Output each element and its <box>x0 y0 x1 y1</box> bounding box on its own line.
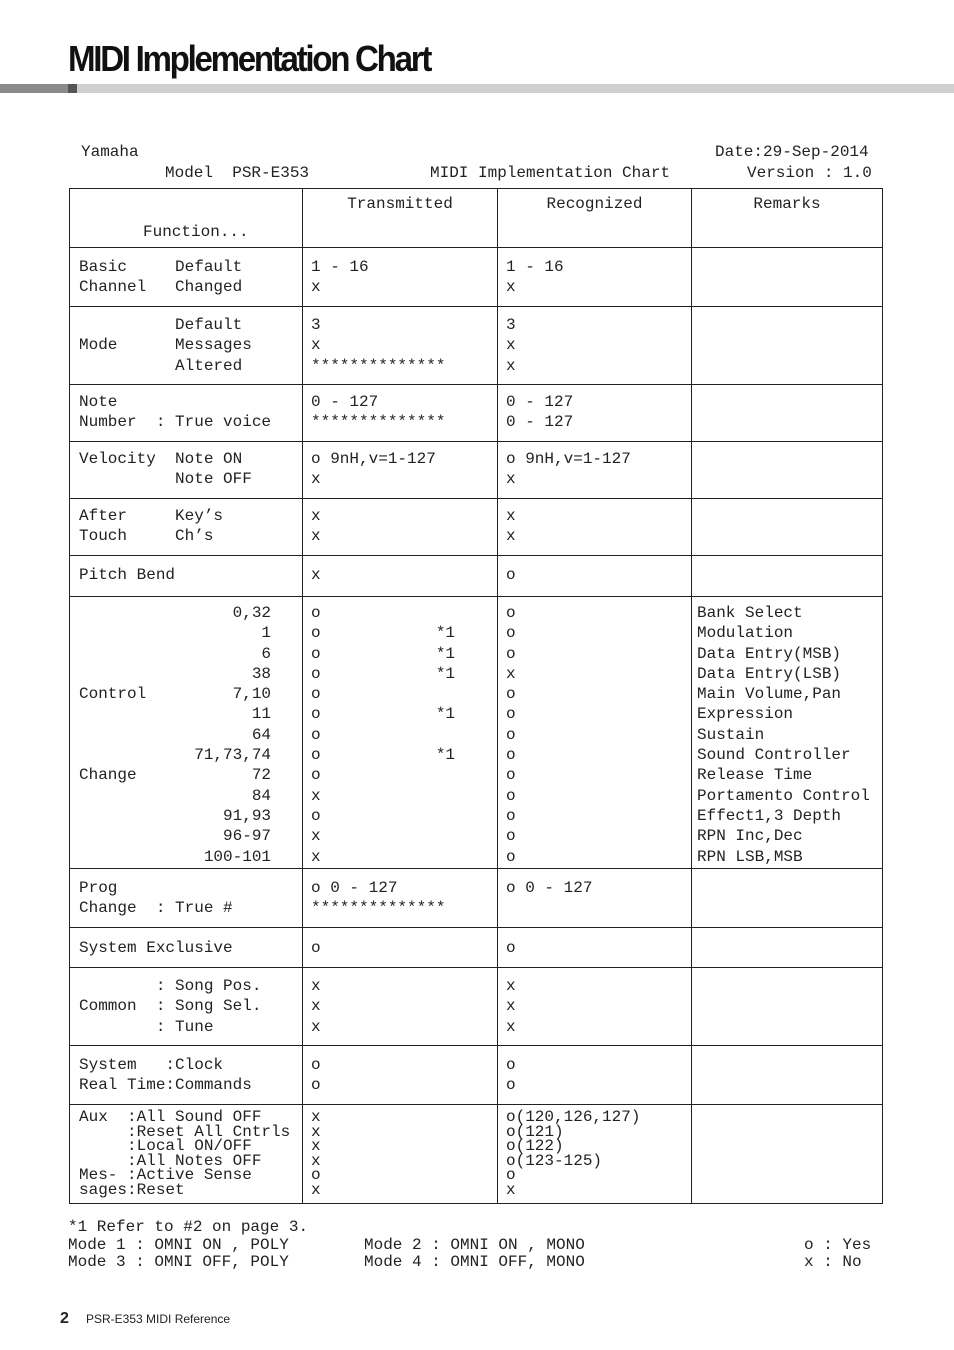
yes-legend: o : Yes <box>804 1236 872 1254</box>
row-divider <box>70 868 882 869</box>
manufacturer: Yamaha <box>81 143 139 161</box>
row-divider <box>70 555 882 556</box>
common-function: : Song Pos. Common : Song Sel. : Tune <box>79 977 262 1036</box>
after-touch-recognized: x x <box>506 507 516 546</box>
aux-messages-recognized: o(120,126,127) o(121) o(122) o(123-125) o x <box>506 1108 641 1199</box>
aux-messages-function: Aux :All Sound OFF :Reset All Cntrls :Local ON/OFF :All Notes OFF Mes- :Active Sense sages:Reset <box>79 1108 291 1199</box>
row-divider <box>70 441 882 442</box>
control-change-recognized: o o o x o o o o o o o o o <box>506 604 516 866</box>
system-real-time-recognized: o o <box>506 1056 516 1095</box>
mode-1-legend: Mode 1 : OMNI ON , POLY <box>68 1236 289 1254</box>
column-header-function: Function... <box>143 223 249 241</box>
velocity-function: Velocity Note ON Note OFF <box>79 450 252 489</box>
header-rule <box>0 84 954 93</box>
note-number-function: Note Number : True voice <box>79 393 272 432</box>
control-change-transmitted: o o *1 o *1 o *1 o o *1 o o *1 o x o x x <box>311 604 456 866</box>
system-exclusive-transmitted: o <box>311 939 321 957</box>
column-divider <box>691 189 692 1203</box>
chart-date: Date:29-Sep-2014 <box>715 143 869 161</box>
prog-change-recognized: o 0 - 127 <box>506 879 593 897</box>
mode-2-legend: Mode 2 : OMNI ON , MONO <box>364 1236 585 1254</box>
control-change-function: 0,32 1 6 38 Control 7,10 11 64 71,73,74 Change 72 84 91,93 96-97 100-101 <box>79 604 272 866</box>
column-header-recognized: Recognized <box>546 195 643 213</box>
chart-subtitle: MIDI Implementation Chart <box>430 164 671 182</box>
row-divider <box>70 247 882 248</box>
system-exclusive-recognized: o <box>506 939 516 957</box>
velocity-recognized: o 9nH,v=1-127 x <box>506 450 631 489</box>
row-divider <box>70 1045 882 1046</box>
system-real-time-function: System :Clock Real Time:Commands <box>79 1056 252 1095</box>
basic-channel-function: Basic Default Channel Changed <box>79 258 243 297</box>
common-transmitted: x x x <box>311 977 321 1036</box>
after-touch-transmitted: x x <box>311 507 321 546</box>
mode-3-legend: Mode 3 : OMNI OFF, POLY <box>68 1253 289 1271</box>
prog-change-function: Prog Change : True # <box>79 879 233 918</box>
system-real-time-transmitted: o o <box>311 1056 321 1095</box>
page-title: MIDI Implementation Chart <box>68 38 431 79</box>
basic-channel-recognized: 1 - 16 x <box>506 258 564 297</box>
control-change-remarks: Bank Select Modulation Data Entry(MSB) Data Entry(LSB) Main Volume,Pan Expression Sustain Sound Controller Release Time Portamento Control Effect1,3 Depth RPN Inc,Dec RPN LSB,MSB <box>697 604 870 866</box>
system-exclusive-function: System Exclusive <box>79 939 233 957</box>
no-legend: x : No <box>804 1253 862 1271</box>
row-divider <box>70 1104 882 1105</box>
pitch-bend-recognized: o <box>506 566 516 584</box>
pitch-bend-function: Pitch Bend <box>79 566 176 584</box>
column-divider <box>497 189 498 1203</box>
row-divider <box>70 967 882 968</box>
note-number-transmitted: 0 - 127 ************** <box>311 393 446 432</box>
row-divider <box>70 384 882 385</box>
page-number: 2 <box>60 1310 69 1327</box>
row-divider <box>70 927 882 928</box>
midi-implementation-table <box>69 188 883 1204</box>
note-number-recognized: 0 - 127 0 - 127 <box>506 393 574 432</box>
prog-change-transmitted: o 0 - 127 ************** <box>311 879 446 918</box>
mode-transmitted: 3 x ************** <box>311 316 446 375</box>
pitch-bend-transmitted: x <box>311 566 321 584</box>
aux-messages-transmitted: x x x x o x <box>311 1108 321 1199</box>
row-divider <box>70 306 882 307</box>
column-header-transmitted: Transmitted <box>347 195 453 213</box>
row-divider <box>70 596 882 597</box>
column-header-remarks: Remarks <box>753 195 821 213</box>
basic-channel-transmitted: 1 - 16 x <box>311 258 369 297</box>
footnote: *1 Refer to #2 on page 3. <box>68 1218 309 1236</box>
velocity-transmitted: o 9nH,v=1-127 x <box>311 450 436 489</box>
common-recognized: x x x <box>506 977 516 1036</box>
row-divider <box>70 498 882 499</box>
header-rule-accent <box>0 84 76 93</box>
mode-4-legend: Mode 4 : OMNI OFF, MONO <box>364 1253 585 1271</box>
column-divider <box>302 189 303 1203</box>
after-touch-function: After Key’s Touch Ch’s <box>79 507 224 546</box>
mode-recognized: 3 x x <box>506 316 516 375</box>
model-label: Model PSR-E353 <box>165 164 310 182</box>
mode-function: Default Mode Messages Altered <box>79 316 252 375</box>
header-rule-mark <box>68 84 77 93</box>
version-label: Version : 1.0 <box>747 164 872 182</box>
page-reference: PSR-E353 MIDI Reference <box>86 1312 231 1326</box>
